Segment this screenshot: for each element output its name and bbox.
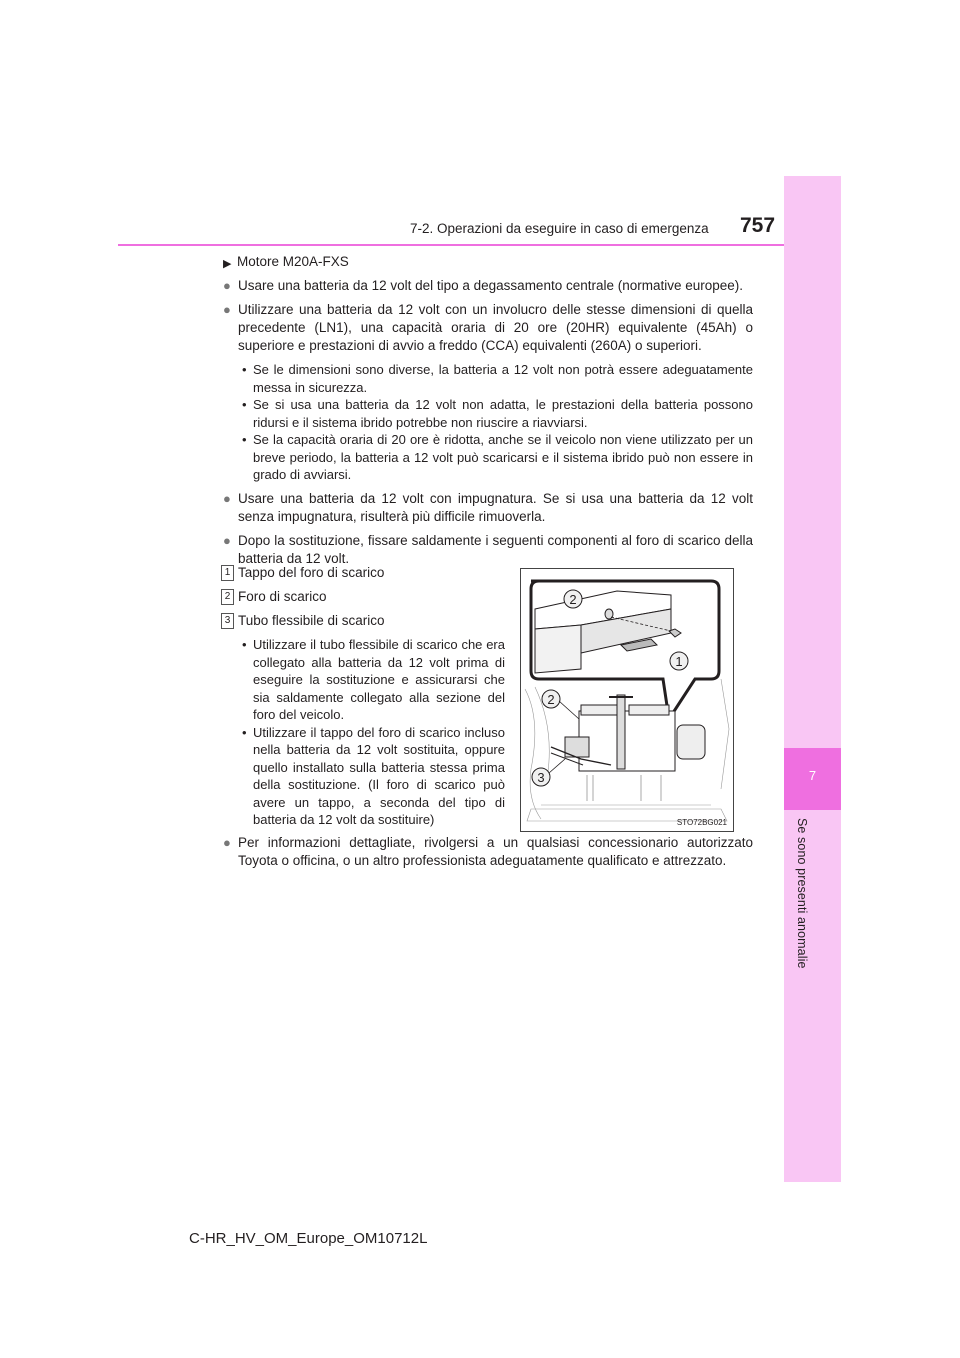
document-footer: C-HR_HV_OM_Europe_OM10712L: [189, 1230, 428, 1247]
list-item: ● Utilizzare una batteria da 12 volt con un involucro delle stesse dimensioni di quella precedente (LN1), una capacità oraria di 20 ore (20HR) equivalente (45Ah) o superiore e prestazioni di avvio a freddo (CCA) equivalenti (260A) o superiori.: [223, 302, 753, 353]
numbered-item: 1 Tappo del foro di scarico: [223, 564, 505, 582]
bullet-icon: ●: [223, 278, 231, 293]
sub-list-item: • Se si usa una batteria da 12 volt non adatta, le prestazioni della batteria possono ridursi e il sistema ibrido potrebbe non riuscire a riavviarsi.: [242, 397, 753, 430]
sub-list-item: • Se le dimensioni sono diverse, la batteria a 12 volt non potrà essere adeguatamente messa in sicurezza.: [242, 362, 753, 395]
battery-diagram: [521, 569, 733, 831]
battery-drain-illustration: [520, 568, 734, 832]
callout-label: 3: [537, 770, 545, 785]
chapter-title: Se sono presenti anomalie: [795, 818, 809, 969]
sub-list: [238, 361, 753, 484]
engine-subheading: ▶ Motore M20A-FXS: [223, 253, 753, 271]
sub-list-item: • Utilizzare il tubo flessibile di scarico che era collegato alla batteria da 12 volt prima di eseguire la sostituzione e assicurarsi che sia saldamente collegato alla sezione del foro del veicolo.: [242, 637, 505, 722]
list-item: ● Usare una batteria da 12 volt del tipo a degassamento centrale (normative europee).: [223, 278, 744, 293]
bullet-icon: ●: [223, 532, 231, 548]
list-item: ● Usare una batteria da 12 volt con impugnatura. Se si usa una batteria da 12 volt senza impugnatura, risulterà più difficile rimuoverla.: [223, 490, 753, 524]
bullet-icon: ●: [223, 302, 231, 317]
list-item: ● Dopo la sostituzione, fissare saldamente i seguenti componenti al foro di scarico della batteria da 12 volt.: [223, 532, 753, 566]
sub-list: [238, 636, 505, 829]
triangle-icon: ▶: [223, 258, 232, 270]
numbered-list: [223, 564, 505, 829]
callout-label: 2: [569, 592, 577, 607]
chapter-side-tab: [784, 176, 841, 1182]
figure-code: STO72BG021: [676, 818, 727, 827]
callout-number: 1: [221, 565, 234, 581]
numbered-item: 2 Foro di scarico: [223, 588, 505, 606]
page-number: 757: [740, 214, 776, 237]
chapter-number: 7: [808, 768, 817, 783]
callout-label: 1: [675, 654, 683, 669]
numbered-item: 3 Tubo flessibile di scarico: [223, 612, 505, 630]
sub-list-item: • Se la capacità oraria di 20 ore è ridotta, anche se il veicolo non viene utilizzato per un breve periodo, la batteria a 12 volt può scaricarsi e il sistema ibrido può non essere in grado di avviarsi.: [242, 432, 753, 482]
list-item: ● Per informazioni dettagliate, rivolgersi a un qualsiasi concessionario autorizzato Toyota o officina, o un altro professionista adeguatamente qualificato e attrezzato.: [223, 835, 753, 868]
sub-list-item: • Utilizzare il tappo del foro di scarico incluso nella batteria da 12 volt sostituita, oppure quello installato sulla batteria stessa prima della sostituzione. (Il foro di scarico può avere un tappo, a seconda del tipo di batteria da 12 volt da sostituire): [242, 724, 505, 827]
callout-number: 3: [221, 613, 234, 629]
header-divider: [118, 244, 784, 246]
callout-number: 2: [221, 589, 234, 605]
bullet-icon: ●: [223, 835, 231, 850]
section-header: 7-2. Operazioni da eseguire in caso di emergenza: [410, 221, 709, 236]
callout-label: 2: [547, 692, 555, 707]
bullet-icon: ●: [223, 490, 231, 506]
main-content: [223, 253, 753, 574]
